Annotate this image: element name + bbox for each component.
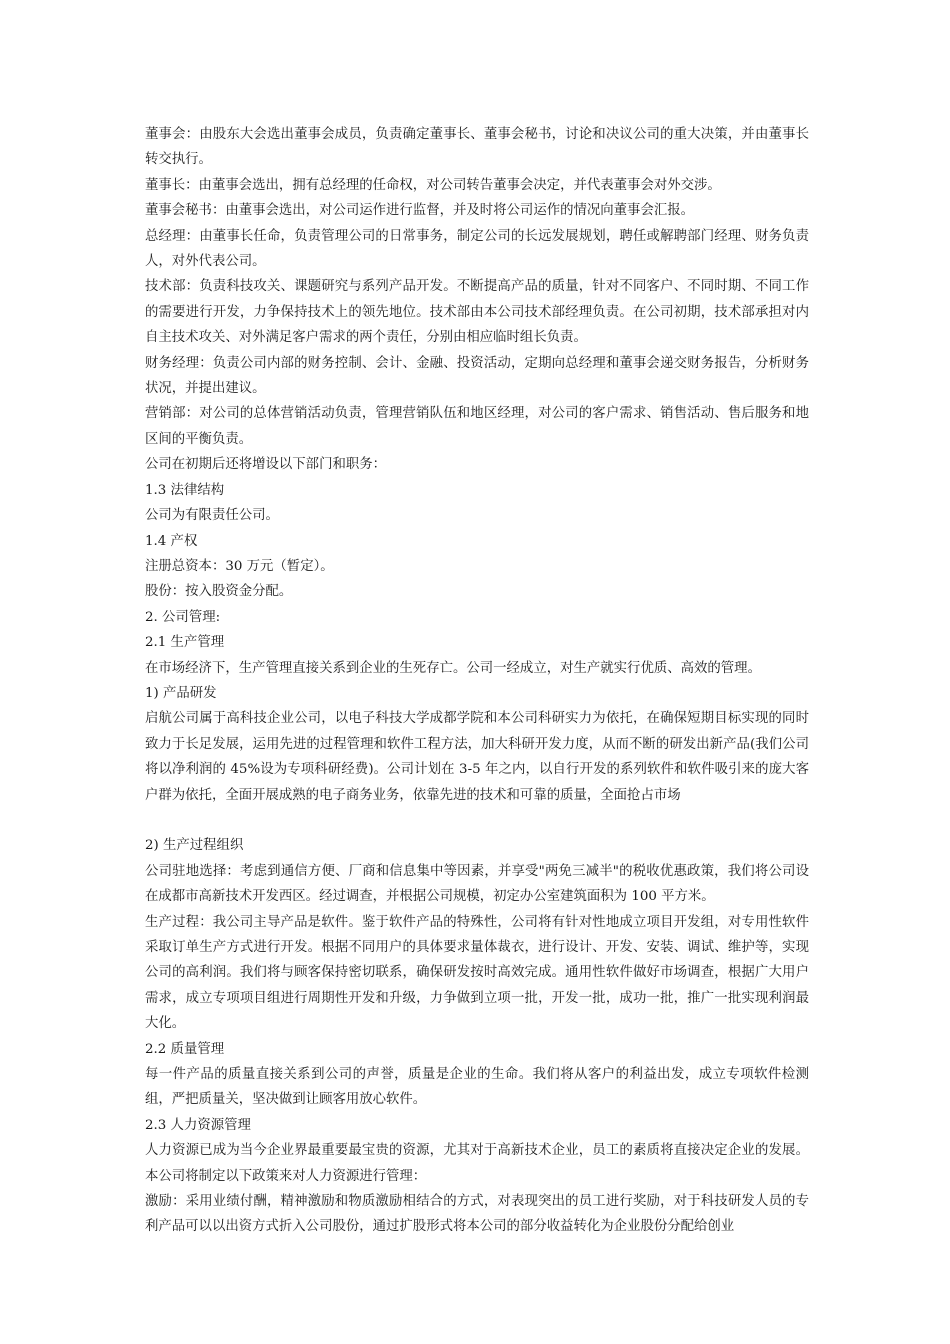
paragraph-quality-management: 每一件产品的质量直接关系到公司的声誉，质量是企业的生命。我们将从客户的利益出发，成立专项软件检测组，严把质量关，坚决做到让顾客用放心软件。	[145, 1067, 809, 1108]
paragraph-general-manager: 总经理：由董事长任命，负责管理公司的日常事务，制定公司的长远发展规划，聘任或解聘部门经理、财务负责人，对外代表公司。	[145, 228, 809, 270]
paragraph-production-management: 在市场经济下，生产管理直接关系到企业的生死存亡。公司一经成立，对生产就实行优质、高效的管理。	[145, 660, 761, 676]
heading-production-management: 2.1 生产管理	[145, 635, 225, 651]
heading-product-rnd: 1) 产品研发	[145, 685, 217, 701]
paragraph-incentives: 激励：采用业绩付酬，精神激励和物质激励相结合的方式，对表现突出的员工进行奖励，对于科技研发人员的专利产品可以以出资方式折入公司股份，通过扩股形式将本公司的部分收益转化为企业股份分配给创业	[145, 1194, 809, 1235]
paragraph-product-rnd: 启航公司属于高科技企业公司，以电子科技大学成都学院和本公司科研实力为依托，在确保短期目标实现的同时致力于长足发展，运用先进的过程管理和软件工程方法，加大科研开发力度，从而不断的研发出新产品(我们公司将以净利润的 45%设为专项科研经费)。公司计划在 3-5 年之内，以自行开发的系列软件和软件吸引来的庞大客户群为依托，全面开展成熟的电子商务业务，依靠先进的技术和可靠的质量，全面抢占市场	[145, 711, 809, 803]
paragraph-board: 董事会：由股东大会选出董事会成员，负责确定董事长、董事会秘书，讨论和决议公司的重大决策，并由董事长转交执行。	[145, 127, 809, 168]
paragraph-tech-dept: 技术部：负责科技攻关、课题研究与系列产品开发。不断提高产品的质量，针对不同客户、不同时期、不同工作的需要进行开发，力争保持技术上的领先地位。技术部由本公司技术部经理负责。在公司初期，技术部承担对内自主技术攻关、对外满足客户需求的两个责任，分别由相应临时组长负责。	[145, 279, 809, 346]
paragraph-registered-capital: 注册总资本：30 万元（暂定）。	[145, 558, 334, 574]
paragraph-legal-structure: 公司为有限责任公司。	[145, 508, 279, 524]
paragraph-company-location: 公司驻地选择：考虑到通信方便、厂商和信息集中等因素，并享受"两免三减半"的税收优惠政策，我们将公司设在成都市高新技术开发西区。经过调查，并根据公司规模，初定办公室建筑面积为 100 平方米。	[145, 863, 809, 905]
heading-production-process: 2) 生产过程组织	[145, 838, 244, 854]
paragraph-marketing-dept: 营销部：对公司的总体营销活动负责，管理营销队伍和地区经理，对公司的客户需求、销售活动、售后服务和地区间的平衡负责。	[145, 406, 809, 447]
paragraph-future-depts: 公司在初期后还将增设以下部门和职务：	[145, 457, 387, 473]
heading-legal-structure: 1.3 法律结构	[145, 482, 225, 498]
heading-hr-management: 2.3 人力资源管理	[145, 1117, 251, 1133]
heading-company-management: 2. 公司管理:	[145, 609, 221, 625]
paragraph-shares: 股份：按入股资金分配。	[145, 584, 293, 600]
paragraph-finance-manager: 财务经理：负责公司内部的财务控制、会计、金融、投资活动，定期向总经理和董事会递交财务报告，分析财务状况，并提出建议。	[145, 355, 809, 397]
blank-line	[145, 808, 809, 833]
document-body	[145, 122, 809, 1240]
heading-quality-management: 2.2 质量管理	[145, 1041, 225, 1057]
heading-property-rights: 1.4 产权	[145, 533, 198, 549]
paragraph-production-process: 生产过程：我公司主导产品是软件。鉴于软件产品的特殊性，公司将有针对性地成立项目开发组，对专用性软件采取订单生产方式进行开发。根据不同用户的具体要求量体裁衣，进行设计、开发、安装、调试、维护等，实现公司的高利润。我们将与顾客保持密切联系，确保研发按时高效完成。通用性软件做好市场调查，根据广大用户需求，成立专项项目组进行周期性开发和升级，力争做到立项一批，开发一批，成功一批，推广一批实现利润最大化。	[145, 914, 809, 1032]
paragraph-chairman: 董事长：由董事会选出，拥有总经理的任命权，对公司转告董事会决定，并代表董事会对外交涉。	[145, 177, 721, 193]
paragraph-hr-management: 人力资源已成为当今企业界最重要最宝贵的资源，尤其对于高新技术企业，员工的素质将直接决定企业的发展。本公司将制定以下政策来对人力资源进行管理：	[145, 1143, 809, 1184]
paragraph-board-secretary: 董事会秘书：由董事会选出，对公司运作进行监督，并及时将公司运作的情况向董事会汇报。	[145, 203, 695, 219]
